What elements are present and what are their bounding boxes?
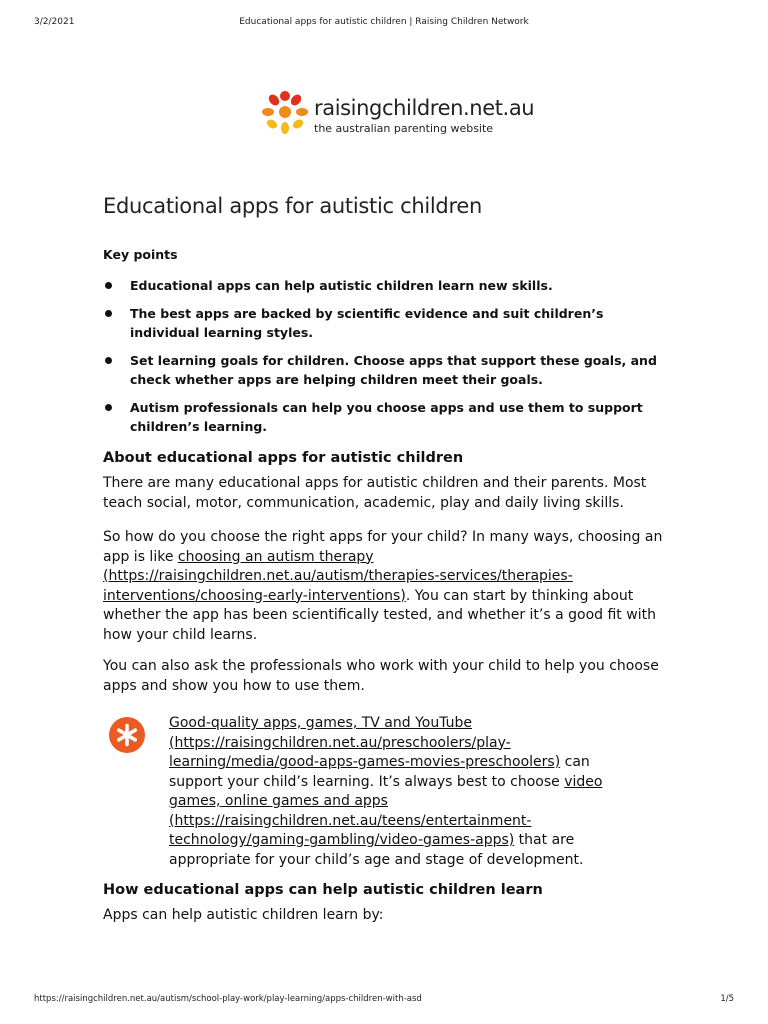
link-choosing-autism-therapy[interactable]: choosing an autism therapy (https://raisingchildren.net.au/autism/therapies-services/therapies-interventions/choosing-early-interventions) xyxy=(103,548,573,604)
bullet-icon xyxy=(105,357,112,364)
key-point: Autism professionals can help you choose apps and use them to support children’s learning. xyxy=(103,398,663,437)
link-good-quality-apps[interactable]: Good-quality apps, games, TV and YouTube (https://raisingchildren.net.au/preschoolers/play-learning/media/good-apps-games-movies-preschoolers) xyxy=(169,715,561,770)
site-logo[interactable] xyxy=(262,90,535,136)
flower-logo-icon xyxy=(262,90,308,136)
link-video-games[interactable]: video games, online games and apps (https://raisingchildren.net.au/teens/entertainment-technology/gaming-gambling/video-games-apps) xyxy=(169,773,603,848)
key-point: Educational apps can help autistic children learn new skills. xyxy=(103,276,663,296)
logo-tagline: the australian parenting website xyxy=(314,122,494,135)
page-number: 1/5 xyxy=(720,994,734,1004)
key-points-list xyxy=(103,276,663,445)
key-points-label: Key points xyxy=(103,247,178,262)
key-point: The best apps are backed by scientific evidence and suit children’s individual learning styles. xyxy=(103,304,663,343)
bullet-icon xyxy=(105,310,112,317)
paragraph-apps-help: Apps can help autistic children learn by: xyxy=(103,907,384,923)
section-heading-about: About educational apps for autistic children xyxy=(103,450,464,466)
page-title: Educational apps for autistic children xyxy=(103,194,482,218)
logo-brand: raisingchildren.net.au xyxy=(314,96,535,120)
print-header xyxy=(0,17,768,31)
print-date: 3/2/2021 xyxy=(34,17,75,27)
print-url: https://raisingchildren.net.au/autism/school-play-work/play-learning/apps-children-with-asd xyxy=(34,994,422,1004)
tip-text: Good-quality apps, games, TV and YouTube (https://raisingchildren.net.au/preschoolers/play-learning/media/good-apps-games-movies-preschoolers) can support your child’s learning. It’s always best to choose video games, online games and apps (https://raisingchildren.net.au/teens/entertainment-technology/gaming-gambling/video-games-apps) that are appropriate for your child’s age and stage of development. xyxy=(169,715,603,868)
bullet-icon xyxy=(105,404,112,411)
asterisk-icon xyxy=(109,717,145,753)
key-point: Set learning goals for children. Choose apps that support these goals, and check whether apps are helping children meet their goals. xyxy=(103,351,663,390)
bullet-icon xyxy=(105,282,112,289)
paragraph-professionals: You can also ask the professionals who work with your child to help you choose apps and show you how to use them. xyxy=(103,658,659,694)
print-title: Educational apps for autistic children | Raising Children Network xyxy=(239,17,529,27)
section-heading-how: How educational apps can help autistic children learn xyxy=(103,882,543,898)
paragraph-intro: There are many educational apps for autistic children and their parents. Most teach social, motor, communication, academic, play and daily living skills. xyxy=(103,475,647,511)
paragraph-choose: So how do you choose the right apps for your child? In many ways, choosing an app is like choosing an autism therapy (https://raisingchildren.net.au/autism/therapies-services/therapies-interventions/choosing-early-interventions). You can start by thinking about whether the app has been scientifically tested, and whether it’s a good fit with how your child learns. xyxy=(103,529,663,643)
